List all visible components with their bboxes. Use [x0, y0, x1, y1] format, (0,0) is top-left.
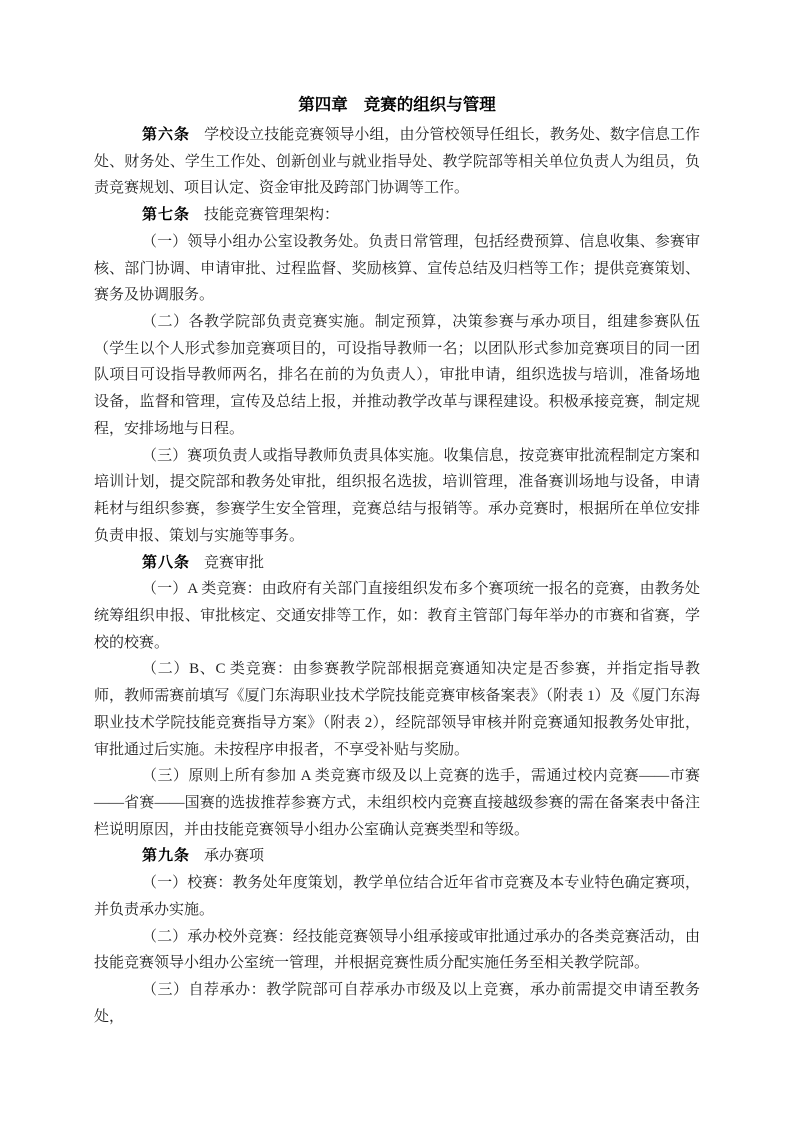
paragraph [94, 576, 700, 656]
chapter-number: 第四章 [298, 96, 348, 114]
article-paragraph [94, 843, 700, 870]
paragraph-text: （一）领导小组办公室设教务处。负责日常管理，包括经费预算、信息收集、参赛审核、部门协调、申请审批、过程监督、奖励核算、宣传总结及归档等工作；提供竞赛策划、赛务及协调服务。 [94, 233, 700, 304]
paragraph-text: 承办赛项 [204, 848, 265, 865]
paragraph [94, 870, 700, 923]
paragraph [94, 656, 700, 763]
paragraph [94, 309, 700, 443]
paragraph [94, 924, 700, 977]
document-body [94, 122, 700, 1030]
paragraph [94, 763, 700, 843]
article-number-label: 第七条 [142, 206, 191, 224]
article-number-label: 第六条 [142, 126, 191, 143]
article-paragraph [94, 550, 700, 577]
article-number-label: 第八条 [142, 553, 191, 571]
paragraph-text: （三）自荐承办：教学院部可自荐承办市级及以上竞赛，承办前需提交申请至教务处， [94, 982, 700, 1025]
paragraph-text: （二）B、C 类竞赛：由参赛教学院部根据竞赛通知决定是否参赛，并指定指导教师，教师需赛前填写《厦门东海职业技术学院技能竞赛审核备案表》（附表 1）及《厦门东海职业技术学院技能竞赛指导方案》（附表 2），经院部领导审核并附竞赛通知报教务处审批，审批通过后实施。未按程序申报者，不享受补贴与奖励。 [94, 661, 700, 758]
paragraph [94, 443, 700, 550]
chapter-title: 竞赛的组织与管理 [363, 96, 496, 114]
article-number-label: 第九条 [142, 847, 191, 865]
article-paragraph [94, 202, 700, 229]
paragraph [94, 229, 700, 309]
paragraph-text: 学校设立技能竞赛领导小组，由分管校领导任组长，教务处、数字信息工作处、财务处、学生工作处、创新创业与就业指导处、教学院部等相关单位负责人为组员，负责竞赛规划、项目认定、资金审批及跨部门协调等工作。 [94, 127, 700, 197]
paragraph-text: （一）校赛：教务处年度策划，教学单位结合近年省市竞赛及本专业特色确定赛项，并负责承办实施。 [94, 875, 700, 918]
paragraph-text: （三）赛项负责人或指导教师负责具体实施。收集信息，按竞赛审批流程制定方案和培训计划，提交院部和教务处审批，组织报名选拔，培训管理，准备赛训场地与设备，申请耗材与组织参赛，参赛学生安全管理，竞赛总结与报销等。承办竞赛时，根据所在单位安排负责申报、策划与实施等事务。 [94, 447, 700, 544]
paragraph [94, 977, 700, 1030]
article-paragraph [94, 122, 700, 202]
paragraph-text: （一）A 类竞赛：由政府有关部门直接组织发布多个赛项统一报名的竞赛，由教务处统筹组织申报、审批核定、交通安排等工作，如：教育主管部门每年举办的市赛和省赛，学校的校赛。 [94, 581, 700, 651]
paragraph-text: （三）原则上所有参加 A 类竞赛市级及以上竞赛的选手，需通过校内竞赛——市赛——省赛——国赛的选拔推荐参赛方式，未组织校内竞赛直接越级参赛的需在备案表中备注栏说明原因，并由技能竞赛领导小组办公室确认竞赛类型和等级。 [94, 768, 700, 838]
paragraph-text: （二）各教学院部负责竞赛实施。制定预算，决策参赛与承办项目，组建参赛队伍（学生以个人形式参加竞赛项目的，可设指导教师一名；以团队形式参加竞赛项目的同一团队项目可设指导教师两名，排名在前的为负责人），审批申请，组织选拔与培训，准备场地设备，监督和管理，宣传及总结上报，并推动教学改革与课程建设。积极承接竞赛，制定规程，安排场地与日程。 [94, 314, 700, 437]
paragraph-text: 技能竞赛管理架构： [204, 207, 340, 224]
paragraph-text: （二）承办校外竞赛：经技能竞赛领导小组承接或审批通过承办的各类竞赛活动，由技能竞赛领导小组办公室统一管理，并根据竞赛性质分配实施任务至相关教学院部。 [94, 928, 700, 972]
chapter-heading [94, 90, 700, 120]
paragraph-text: 竞赛审批 [204, 554, 265, 571]
